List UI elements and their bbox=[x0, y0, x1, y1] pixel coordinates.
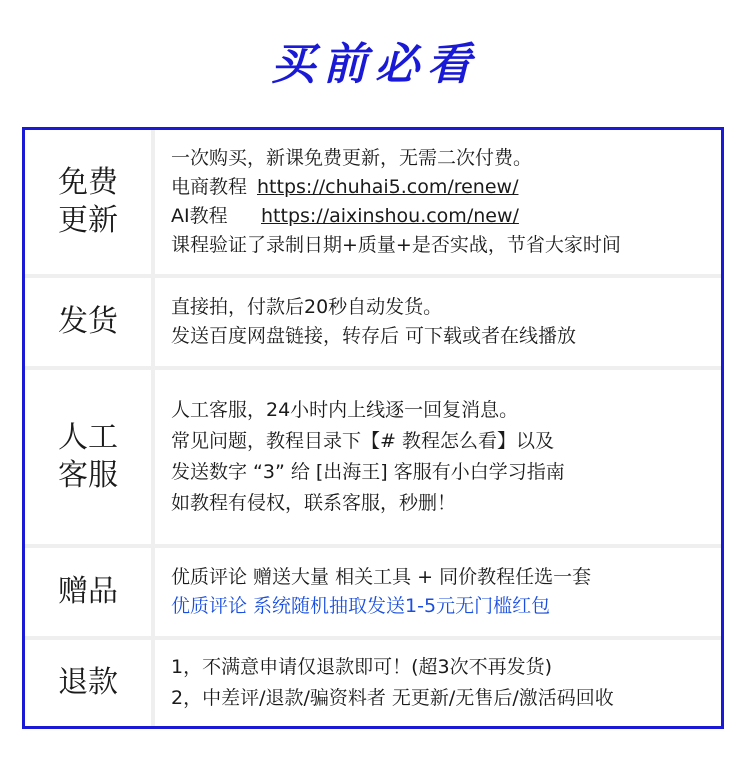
row-gift bbox=[25, 548, 721, 636]
delivery-line-2: 发送百度网盘链接，转存后 可下载或者在线播放 bbox=[171, 325, 577, 347]
row-content-free-update bbox=[155, 130, 721, 274]
row-content-refund bbox=[155, 640, 721, 726]
label-text: 赠品 bbox=[58, 574, 118, 609]
update-line-4: 课程验证了录制日期+质量+是否实战，节省大家时间 bbox=[171, 234, 621, 256]
refund-line-2: 2，中差评/退款/骗资料者 无更新/无售后/激活码回收 bbox=[171, 687, 614, 709]
update-line-1: 一次购买，新课免费更新，无需二次付费。 bbox=[171, 147, 533, 169]
page-title: 买前必看 bbox=[271, 39, 479, 90]
row-customer-service bbox=[25, 370, 721, 544]
label-text: 免费 更新 bbox=[58, 165, 118, 238]
row-refund bbox=[25, 640, 721, 726]
ecommerce-renew-link[interactable]: https://chuhai5.com/renew/ bbox=[257, 176, 519, 198]
row-content-customer-service bbox=[155, 370, 721, 544]
service-line-2: 常见问题，教程目录下【# 教程怎么看】以及 bbox=[171, 430, 554, 452]
service-line-4: 如教程有侵权，联系客服，秒删！ bbox=[171, 492, 457, 514]
service-line-1: 人工客服，24小时内上线逐一回复消息。 bbox=[171, 399, 519, 421]
row-content-gift bbox=[155, 548, 721, 636]
delivery-line-1: 直接拍，付款后20秒自动发货。 bbox=[171, 296, 443, 318]
ecommerce-label: 电商教程 bbox=[171, 176, 248, 198]
service-line-3: 发送数字 “3” 给 [出海王] 客服有小白学习指南 bbox=[171, 461, 565, 483]
row-label-customer-service bbox=[25, 370, 151, 544]
label-text: 发货 bbox=[58, 304, 118, 339]
label-text: 人工 客服 bbox=[58, 420, 118, 493]
ai-label: AI教程 bbox=[171, 205, 228, 227]
row-content-delivery bbox=[155, 278, 721, 366]
row-delivery bbox=[25, 278, 721, 366]
row-label-gift bbox=[25, 548, 151, 636]
gift-line-1: 优质评论 赠送大量 相关工具 + 同价教程任选一套 bbox=[171, 566, 592, 588]
row-label-delivery bbox=[25, 278, 151, 366]
info-table bbox=[22, 127, 724, 729]
label-text: 退款 bbox=[58, 665, 118, 700]
update-ecommerce-line bbox=[171, 173, 721, 202]
ai-new-link[interactable]: https://aixinshou.com/new/ bbox=[261, 205, 519, 227]
row-free-update bbox=[25, 130, 721, 274]
update-ai-line bbox=[171, 202, 721, 231]
row-label-refund bbox=[25, 640, 151, 726]
row-label-free-update bbox=[25, 130, 151, 274]
gift-line-2: 优质评论 系统随机抽取发送1-5元无门槛红包 bbox=[171, 595, 551, 617]
refund-line-1: 1，不满意申请仅退款即可！(超3次不再发货) bbox=[171, 656, 553, 678]
